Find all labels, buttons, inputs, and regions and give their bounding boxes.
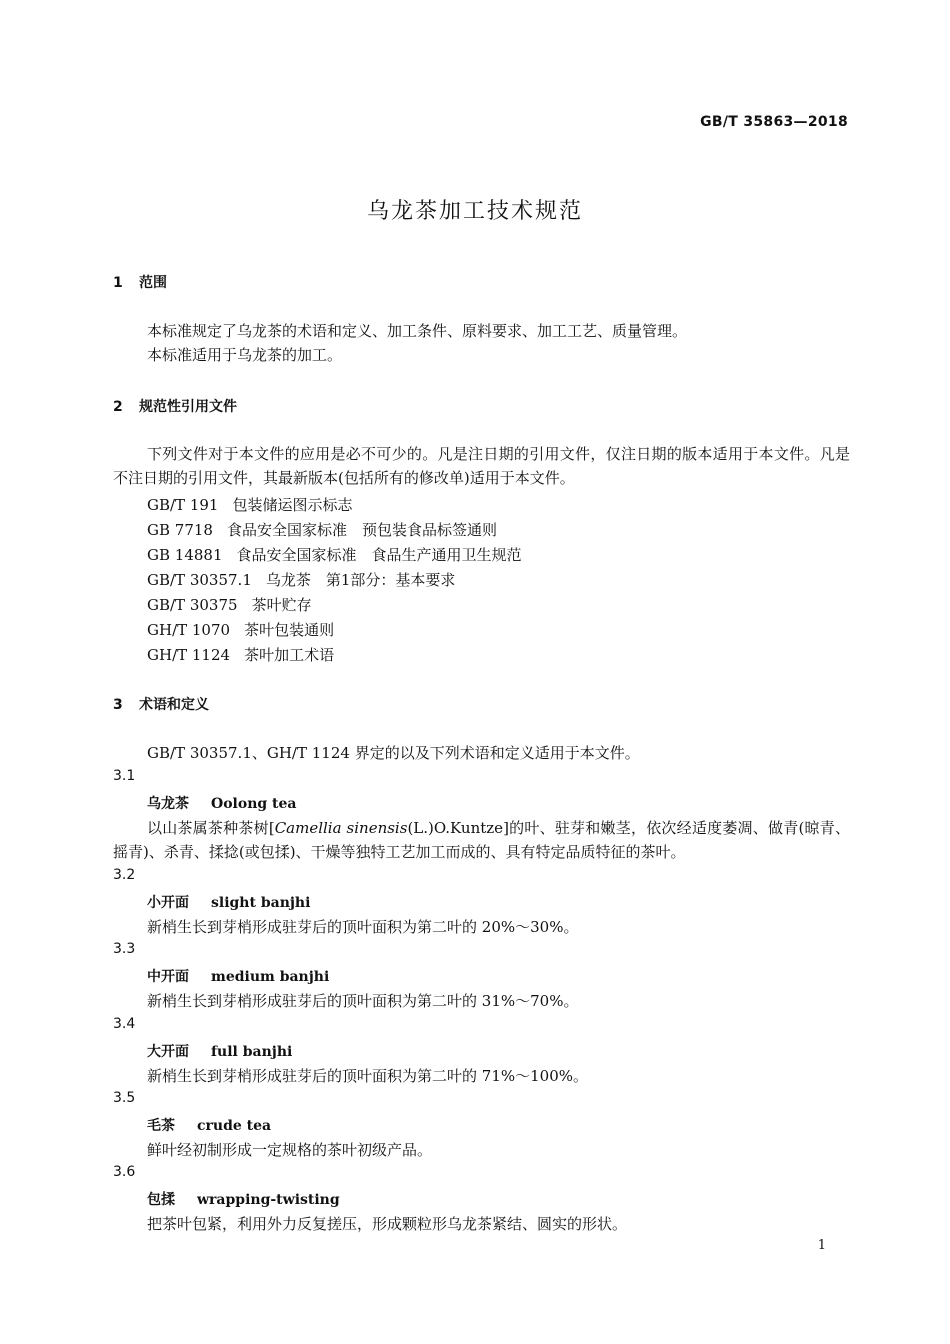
reference-item	[147, 644, 334, 665]
page-number: 1	[817, 1238, 826, 1253]
term-definition: 鲜叶经初制形成一定规格的茶叶初级产品。	[147, 1141, 433, 1159]
term-title	[147, 892, 310, 912]
term-title	[147, 1041, 292, 1061]
section-number: 1	[113, 275, 123, 291]
reference-code: GB/T 191	[147, 496, 219, 514]
term-title	[147, 1115, 271, 1135]
term-definition: 把茶叶包紧，利用外力反复搓压，形成颗粒形乌龙茶紧结、圆实的形状。	[147, 1215, 628, 1233]
section-title: 规范性引用文件	[139, 399, 237, 415]
reference-name: 茶叶加工术语	[244, 646, 335, 664]
term-en: Oolong tea	[211, 796, 297, 812]
term-zh: 中开面	[147, 969, 189, 985]
reference-item	[147, 594, 312, 615]
paragraph: GB/T 30357.1、GH/T 1124 界定的以及下列术语和定义适用于本文件。	[147, 744, 640, 762]
term-en: medium banjhi	[211, 969, 330, 985]
reference-name: 乌龙茶 第1部分：基本要求	[265, 571, 456, 589]
reference-name: 包装储运图示标志	[232, 496, 353, 514]
term-zh: 大开面	[147, 1044, 189, 1060]
reference-code: GB 14881	[147, 546, 223, 564]
section-number: 2	[113, 399, 123, 415]
paragraph: 本标准适用于乌龙茶的加工。	[147, 346, 343, 364]
term-definition	[113, 816, 850, 864]
term-en: slight banjhi	[211, 895, 311, 911]
reference-item	[147, 619, 334, 640]
reference-name: 茶叶包装通则	[244, 621, 335, 639]
term-number: 3.3	[113, 941, 136, 957]
term-number: 3.4	[113, 1016, 136, 1032]
reference-item	[147, 544, 522, 565]
section-3-heading	[113, 694, 209, 714]
reference-name: 食品安全国家标准 食品生产通用卫生规范	[236, 546, 522, 564]
term-zh: 小开面	[147, 895, 189, 911]
section-1-heading	[113, 272, 167, 292]
section-2-heading	[113, 396, 237, 416]
term-number: 3.1	[113, 768, 136, 784]
term-definition: 新梢生长到芽梢形成驻芽后的顶叶面积为第二叶的 20%～30%。	[147, 918, 579, 936]
term-number: 3.5	[113, 1090, 136, 1106]
species-name: Camellia sinensis	[274, 819, 408, 837]
term-en: crude tea	[197, 1118, 272, 1134]
reference-code: GH/T 1070	[147, 621, 231, 639]
paragraph: 下列文件对于本文件的应用是必不可少的。凡是注日期的引用文件，仅注日期的版本适用于本文件。凡是不注日期的引用文件，其最新版本(包括所有的修改单)适用于本文件。	[113, 445, 850, 487]
term-number: 3.2	[113, 867, 136, 883]
standard-number: GB/T 35863—2018	[700, 114, 848, 130]
term-en: wrapping-twisting	[197, 1192, 340, 1208]
reference-code: GB/T 30357.1	[147, 571, 252, 589]
term-number: 3.6	[113, 1164, 136, 1180]
term-title	[147, 793, 296, 813]
definition-text: 以山茶属茶种茶树[	[147, 819, 275, 837]
term-en: full banjhi	[211, 1044, 293, 1060]
document-title: 乌龙茶加工技术规范	[366, 199, 583, 224]
reference-item	[147, 494, 352, 515]
paragraph: 本标准规定了乌龙茶的术语和定义、加工条件、原料要求、加工工艺、质量管理。	[147, 322, 688, 340]
section-title: 范围	[139, 275, 167, 291]
term-title	[147, 966, 329, 986]
reference-code: GB 7718	[147, 521, 213, 539]
reference-code: GH/T 1124	[147, 646, 231, 664]
section-number: 3	[113, 697, 123, 713]
reference-item	[147, 519, 497, 540]
term-zh: 乌龙茶	[147, 796, 189, 812]
reference-code: GB/T 30375	[147, 596, 238, 614]
section-title: 术语和定义	[139, 697, 209, 713]
reference-name: 茶叶贮存	[251, 596, 312, 614]
term-definition: 新梢生长到芽梢形成驻芽后的顶叶面积为第二叶的 71%～100%。	[147, 1067, 588, 1085]
term-title	[147, 1189, 340, 1209]
term-zh: 包揉	[147, 1192, 175, 1208]
reference-item	[147, 569, 455, 590]
definition-text: (L.)O.Kuntze]的叶、驻芽和嫩茎，依次经适度萎凋、做青(晾青、摇青)、杀青、揉捻(或包揉)、干燥等独特工艺加工而成的、具有特定品质特征的茶叶。	[113, 819, 851, 861]
reference-name: 食品安全国家标准 预包装食品标签通则	[226, 521, 497, 539]
term-definition: 新梢生长到芽梢形成驻芽后的顶叶面积为第二叶的 31%～70%。	[147, 992, 579, 1010]
term-zh: 毛茶	[147, 1118, 175, 1134]
